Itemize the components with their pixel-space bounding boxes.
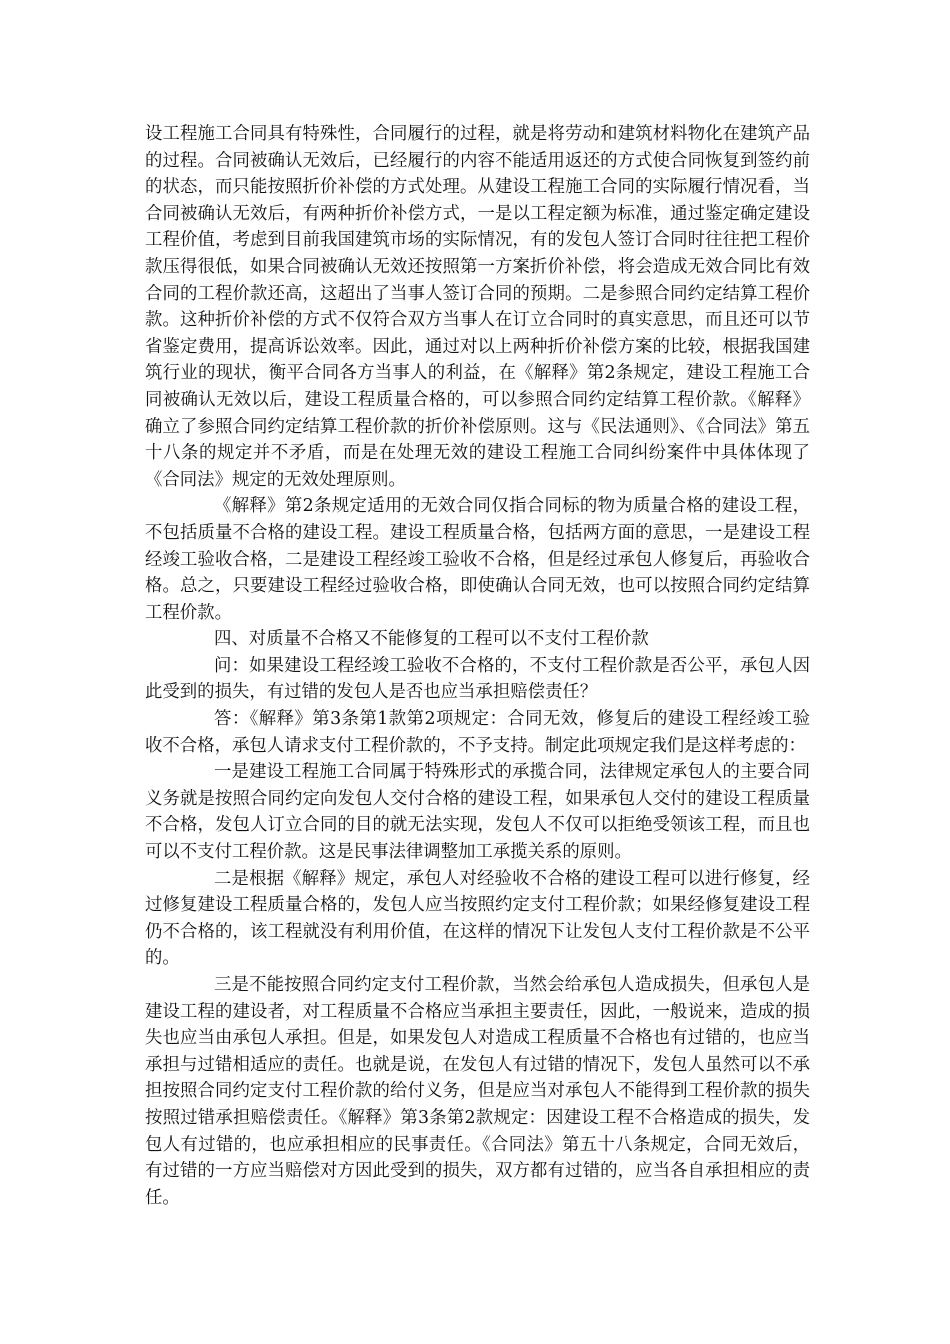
paragraph-explanation: 《解释》第2条规定适用的无效合同仅指合同标的物为质量合格的建设工程，不包括质量不合格的建设工程。建设工程质量合格，包括两方面的意思，一是建设工程经竣工验收合格，二是建设工程经竣工验收不合格，但是经过承包人修复后，再验收合格。总之，只要建设工程经过验收合格，即使确认合同无效，也可以按照合同约定结算工程价款。 — [145, 496, 810, 623]
paragraph-continued: 设工程施工合同具有特殊性，合同履行的过程，就是将劳动和建筑材料物化在建筑产品的过程。合同被确认无效后，已经履行的内容不能适用返还的方式使合同恢复到签约前的状态，而只能按照折价补偿的方式处理。从建设工程施工合同的实际履行情况看，当合同被确认无效后，有两种折价补偿方式，一是以工程定额为标准，通过鉴定确定建设工程价值，考虑到目前我国建筑市场的实际情况，有的发包人签订合同时往往把工程价款压得很低，如果合同被确认无效还按照第一方案折价补偿，将会造成无效合同比有效合同的工程价款还高，这超出了当事人签订合同的预期。二是参照合同约定结算工程价款。这种折价补偿的方式不仅符合双方当事人在订立合同时的真实意思，而且还可以节省鉴定费用，提高诉讼效率。因此，通过对以上两种折价补偿方案的比较，根据我国建筑行业的现状，衡平合同各方当事人的利益，在《解释》第2条规定，建设工程施工合同被确认无效以后，建设工程质量合格的，可以参照合同约定结算工程价款。《解释》确立了参照合同约定结算工程价款的折价补偿原则。这与《民法通则》、《合同法》第五十八条的规定并不矛盾，而是在处理无效的建设工程施工合同纠纷案件中具体体现了《合同法》规定的无效处理原则。 — [145, 124, 810, 490]
section-heading: 四、对质量不合格又不能修复的工程可以不支付工程价款 — [214, 629, 649, 650]
question-paragraph: 问：如果建设工程经竣工验收不合格的，不支付工程价款是否公平，承包人因此受到的损失，有过错的发包人是否也应当承担赔偿责任？ — [145, 655, 810, 703]
reason-two-paragraph: 二是根据《解释》规定，承包人对经验收不合格的建设工程可以进行修复，经过修复建设工程质量合格的，发包人应当按照约定支付工程价款；如果经修复建设工程仍不合格的，该工程就没有利用价值，在这样的情况下让发包人支付工程价款是不公平的。 — [145, 868, 810, 969]
answer-paragraph: 答：《解释》第3条第1款第2项规定：合同无效，修复后的建设工程经竣工验收不合格，承包人请求支付工程价款的，不予支持。制定此项规定我们是这样考虑的： — [145, 709, 810, 756]
document-body — [145, 121, 810, 1211]
reason-three-paragraph: 三是不能按照合同约定支付工程价款，当然会给承包人造成损失，但承包人是建设工程的建设者，对工程质量不合格应当承担主要责任，因此，一般说来，造成的损失也应当由承包人承担。但是，如果发包人对造成工程质量不合格也有过错的，也应当承担与过错相适应的责任。也就是说，在发包人有过错的情况下，发包人虽然可以不承担按照合同约定支付工程价款的给付义务，但是应当对承包人不能得到工程价款的损失按照过错承担赔偿责任。《解释》第3条第2款规定：因建设工程不合格造成的损失，发包人有过错的，也应承担相应的民事责任。《合同法》第五十八条规定，合同无效后，有过错的一方应当赔偿对方因此受到的损失，双方都有过错的，应当各自承担相应的责任。 — [145, 975, 810, 1208]
reason-one-paragraph: 一是建设工程施工合同属于特殊形式的承揽合同，法律规定承包人的主要合同义务就是按照合同约定向发包人交付合格的建设工程，如果承包人交付的建设工程质量不合格，发包人订立合同的目的就无法实现，发包人不仅可以拒绝受领该工程，而且也可以不支付工程价款。这是民事法律调整加工承揽关系的原则。 — [145, 762, 810, 863]
